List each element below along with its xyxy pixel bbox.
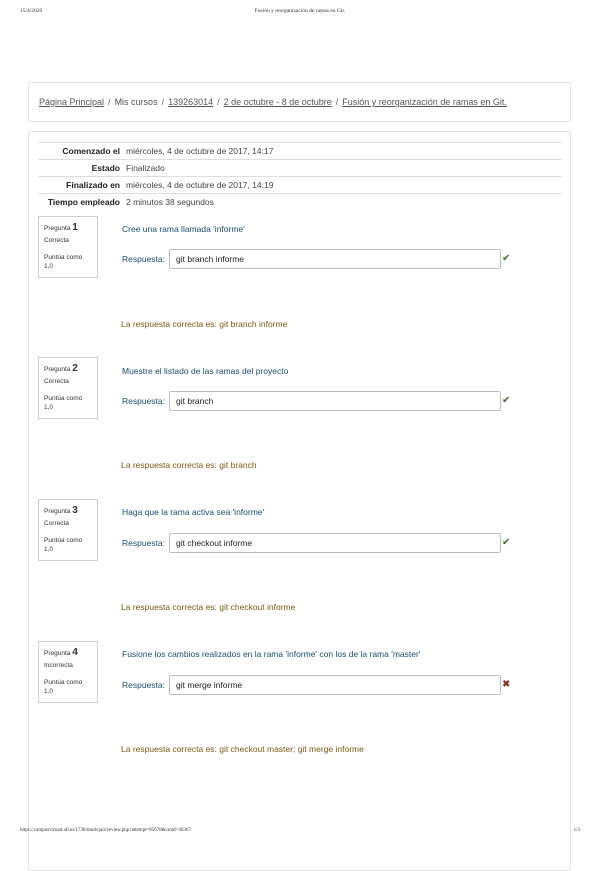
summary-value: 2 minutos 38 segundos bbox=[126, 197, 214, 207]
summary-value: Finalizado bbox=[126, 163, 165, 173]
question-state: Correcta bbox=[44, 378, 69, 385]
question-info-box bbox=[38, 357, 98, 419]
check-icon: ✔ bbox=[502, 253, 511, 264]
breadcrumb-separator: / bbox=[335, 97, 339, 107]
answer-label: Respuesta: bbox=[122, 680, 165, 690]
question-text: Muestre el listado de las ramas del proyecto bbox=[122, 366, 289, 376]
question-text: Cree una rama llamada 'informe' bbox=[122, 224, 245, 234]
summary-label: Estado bbox=[91, 163, 120, 173]
breadcrumb-separator: / bbox=[161, 97, 165, 107]
correct-answer-feedback: La respuesta correcta es: git branch bbox=[121, 460, 257, 470]
print-url: https://campusvirtual.ull.es/1738/mod/quiz/review.php?attempt=85678&cmid=46367 bbox=[20, 828, 191, 833]
breadcrumb-my-courses: Mis cursos bbox=[114, 97, 158, 107]
question-info-box bbox=[38, 499, 98, 561]
question-number bbox=[44, 363, 78, 374]
answer-row bbox=[122, 533, 501, 553]
quiz-review-panel bbox=[28, 131, 571, 871]
summary-row-finished bbox=[38, 176, 562, 193]
question-text: Haga que la rama activa sea 'informe' bbox=[122, 507, 265, 517]
breadcrumb bbox=[39, 97, 507, 107]
question-info-box bbox=[38, 216, 98, 278]
answer-input[interactable]: git branch bbox=[169, 391, 501, 411]
breadcrumb-week-link[interactable]: 2 de octubre - 8 de octubre bbox=[223, 97, 332, 107]
question-grade: Puntúa como 1,0 bbox=[44, 395, 83, 412]
question-number bbox=[44, 647, 78, 658]
breadcrumb-home-link[interactable]: Página Principal bbox=[39, 97, 105, 107]
question-number bbox=[44, 505, 78, 516]
breadcrumb-quiz-link[interactable]: Fusión y reorganización de ramas en Git. bbox=[342, 97, 507, 107]
question-prefix: Pregunta bbox=[44, 650, 71, 657]
summary-label: Comenzado el bbox=[62, 146, 120, 156]
print-date: 15/4/2020 bbox=[20, 8, 43, 14]
answer-label: Respuesta: bbox=[122, 396, 165, 406]
question-number-value: 1 bbox=[72, 222, 78, 233]
question-grade: Puntúa como 1,0 bbox=[44, 254, 83, 271]
check-icon: ✔ bbox=[502, 395, 511, 406]
answer-label: Respuesta: bbox=[122, 254, 165, 264]
correct-answer-feedback: La respuesta correcta es: git branch informe bbox=[121, 319, 288, 329]
summary-row-time-taken bbox=[38, 193, 562, 210]
answer-row bbox=[122, 391, 501, 411]
cross-icon: ✖ bbox=[502, 679, 511, 690]
question-state: Correcta bbox=[44, 520, 69, 527]
answer-input[interactable]: git merge informe bbox=[169, 675, 501, 695]
answer-label: Respuesta: bbox=[122, 538, 165, 548]
answer-input[interactable]: git checkout informe bbox=[169, 533, 501, 553]
question-number-value: 3 bbox=[72, 505, 78, 516]
question-state: Correcta bbox=[44, 237, 69, 244]
question-number-value: 4 bbox=[72, 647, 78, 658]
correct-answer-feedback: La respuesta correcta es: git checkout master; git merge informe bbox=[121, 744, 364, 754]
question-grade: Puntúa como 1,0 bbox=[44, 679, 83, 696]
question-number-value: 2 bbox=[72, 363, 78, 374]
question-grade: Puntúa como 1,0 bbox=[44, 537, 83, 554]
summary-row-state bbox=[38, 159, 562, 176]
answer-input[interactable]: git branch informe bbox=[169, 249, 501, 269]
print-footer bbox=[20, 828, 580, 838]
print-page-number: 1/3 bbox=[573, 828, 580, 833]
breadcrumb-course-link[interactable]: 139263014 bbox=[168, 97, 214, 107]
question-info-box bbox=[38, 641, 98, 703]
summary-label: Finalizado en bbox=[66, 180, 120, 190]
print-title: Fusión y reorganización de ramas en Git. bbox=[254, 8, 346, 14]
summary-row-started bbox=[38, 142, 562, 159]
question-prefix: Pregunta bbox=[44, 508, 71, 515]
question-prefix: Pregunta bbox=[44, 366, 71, 373]
breadcrumb-separator: / bbox=[108, 97, 111, 107]
question-state: Incorrecta bbox=[44, 662, 73, 669]
summary-value: miércoles, 4 de octubre de 2017, 14:17 bbox=[126, 146, 274, 156]
breadcrumb-separator: / bbox=[217, 97, 220, 107]
question-number bbox=[44, 222, 78, 233]
answer-row bbox=[122, 675, 501, 695]
summary-label: Tiempo empleado bbox=[47, 197, 120, 207]
answer-row bbox=[122, 249, 501, 269]
attempt-summary-table bbox=[38, 142, 562, 210]
check-icon: ✔ bbox=[502, 537, 511, 548]
question-prefix: Pregunta bbox=[44, 225, 71, 232]
correct-answer-feedback: La respuesta correcta es: git checkout informe bbox=[121, 602, 296, 612]
breadcrumb-panel bbox=[28, 82, 571, 122]
summary-value: miércoles, 4 de octubre de 2017, 14:19 bbox=[126, 180, 274, 190]
print-header bbox=[20, 8, 580, 20]
question-text: Fusione los cambios realizados en la rama 'informe' con los de la rama 'master' bbox=[122, 649, 421, 659]
